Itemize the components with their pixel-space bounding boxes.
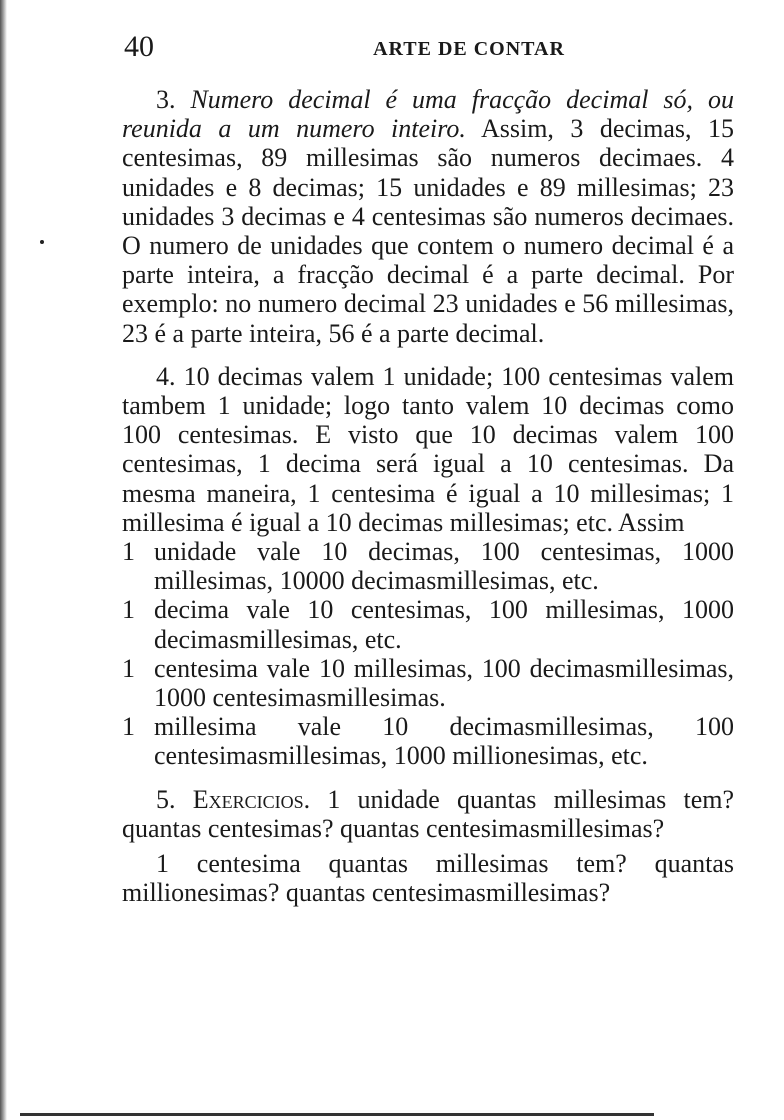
page-body: [122, 85, 734, 907]
list-item-number: 1: [122, 653, 135, 683]
list-item: [122, 595, 734, 653]
list-item-text: decima vale 10 centesimas, 100 millesimas, 1000 decimasmillesimas, etc.: [154, 595, 734, 654]
list-item-text: unidade vale 10 decimas, 100 centesimas, 1000 millesimas, 10000 decimasmillesimas, etc.: [154, 537, 734, 596]
page-header: [124, 30, 734, 70]
section-5-label: Exercicios.: [192, 784, 311, 814]
list-item: [122, 712, 734, 770]
list-item-number: 1: [122, 595, 135, 625]
section-3-definition: Numero decimal é uma fracção decimal só, ou reunida a um numero inteiro.: [122, 85, 734, 144]
section-5: [122, 785, 734, 843]
section-5-number: 5.: [156, 784, 176, 814]
list-item: [122, 654, 734, 712]
section-5-text-2: 1 centesima quantas millesimas tem? quantas millionesimas? quantas centesimasmillesimas?: [122, 849, 734, 908]
section-4: [122, 362, 734, 537]
section-3: [122, 85, 734, 348]
list-item-number: 1: [122, 537, 135, 567]
equivalence-list: [122, 537, 734, 771]
section-5-text: 1 unidade quantas millesimas tem? quantas centesimas? quantas centesimasmillesimas?: [122, 784, 735, 843]
section-4-number: 4.: [156, 361, 176, 391]
page-bottom-edge: [20, 1113, 654, 1116]
list-item: [122, 537, 734, 595]
list-item-text: centesima vale 10 millesimas, 100 decimasmillesimas, 1000 centesimasmillesimas.: [154, 653, 734, 713]
section-3-text: Assim, 3 decimas, 15 centesimas, 89 millesimas são numeros decimaes. 4 unidades e 8 decimas; 15 unidades e 89 millesimas; 23 unidades 3 decimas e 4 centesimas são numeros decimaes. O numero de unidades que contem o numero decimal é a parte inteira, a fracção decimal é a parte decimal. Por exemplo: no numero decimal 23 unidades e 56 millesimas, 23 é a parte inteira, 56 é a parte decimal.: [122, 114, 734, 348]
ink-speck: [40, 240, 44, 244]
section-5-continued: [122, 849, 734, 907]
page-edge-shadow: [0, 0, 7, 1120]
list-item-number: 1: [122, 712, 135, 742]
list-item-text: millesima vale 10 decimasmillesimas, 100 centesimasmillesimas, 1000 millionesimas, etc.: [154, 712, 734, 771]
running-title: ARTE DE CONTAR: [373, 38, 565, 60]
section-4-text: 10 decimas valem 1 unidade; 100 centesimas valem tambem 1 unidade; logo tanto valem 10 decimas como 100 centesimas. E visto que 10 decimas valem 100 centesimas, 1 decima será igual a 10 centesimas. Da mesma maneira, 1 centesima é igual a 10 millesimas; 1 millesima é igual a 10 decimas millesimas; etc. Assim: [122, 361, 735, 537]
page-number: 40: [124, 30, 154, 63]
section-3-number: 3.: [156, 85, 176, 114]
